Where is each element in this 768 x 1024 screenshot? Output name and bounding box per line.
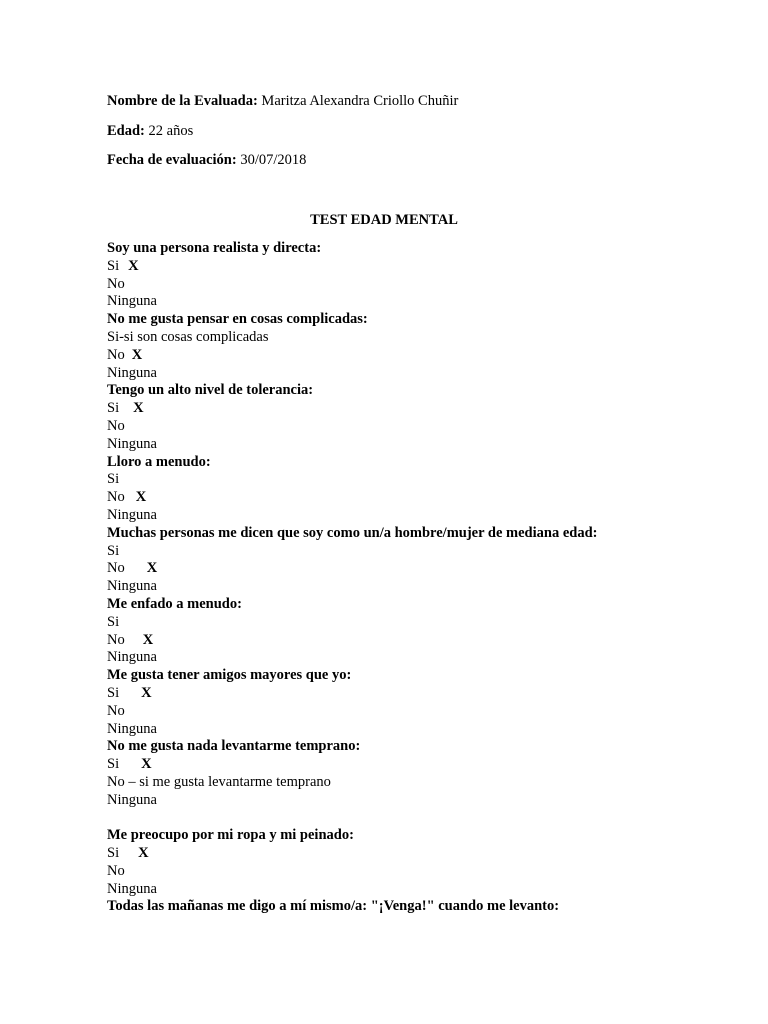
option-ninguna: Ninguna [107, 791, 157, 808]
option-label: Si [107, 257, 120, 274]
option-no: No [107, 862, 125, 879]
answer-mark: X [141, 684, 152, 701]
question-block [107, 898, 747, 916]
option-ninguna: Ninguna [107, 506, 157, 523]
option-label: Si [107, 400, 120, 417]
option-ninguna: Ninguna [107, 720, 157, 737]
evaluee-name-label: Nombre de la Evaluada: [107, 93, 258, 109]
answer-mark: X [133, 400, 144, 417]
question-text: Soy una persona realista y directa: [107, 240, 322, 256]
answer-mark: X [128, 257, 139, 274]
question-text: Me gusta tener amigos mayores que yo: [107, 667, 352, 684]
question-text: Tengo un alto nivel de tolerancia: [107, 382, 314, 399]
option-label: No [107, 346, 125, 363]
answer-mark: X [138, 845, 149, 862]
answer-mark: X [142, 631, 154, 648]
answer-mark: X [135, 489, 147, 506]
option-ninguna: Ninguna [107, 578, 157, 595]
evaluation-date-label: Fecha de evaluación: [107, 152, 237, 168]
age-value: 22 años [144, 123, 194, 139]
evaluation-date-value: 30/07/2018 [236, 152, 307, 168]
option-si: Si-si son cosas complicadas [107, 328, 269, 345]
option-si: Si [107, 471, 120, 488]
answer-mark: X [131, 346, 143, 363]
option-ninguna: Ninguna [107, 293, 157, 310]
question-block [107, 738, 747, 809]
question-block [107, 827, 747, 898]
evaluee-name-line [107, 92, 458, 110]
option-ninguna: Ninguna [107, 880, 157, 897]
option-label: No [107, 560, 125, 577]
option-no: No [107, 417, 125, 434]
answer-mark: X [146, 560, 158, 577]
option-si [107, 756, 747, 774]
option-no: No – si me gusta levantarme temprano [107, 773, 331, 790]
question-text: Me preocupo por mi ropa y mi peinado: [107, 827, 354, 844]
option-ninguna: Ninguna [107, 435, 157, 452]
option-si: Si [107, 542, 120, 559]
question-text: Todas las mañanas me digo a mí mismo/a: "¡Venga!" cuando me levanto: [107, 898, 560, 915]
option-label: Si [107, 684, 120, 701]
question-text: No me gusta pensar en cosas complicadas: [107, 311, 368, 328]
question-block [107, 454, 747, 525]
option-label: No [107, 489, 125, 506]
question-text: No me gusta nada levantarme temprano: [107, 738, 361, 755]
option-label: Si [107, 756, 120, 773]
option-ninguna: Ninguna [107, 649, 157, 666]
option-label: Si [107, 845, 120, 862]
evaluation-date-line [107, 151, 306, 169]
question-block [107, 596, 747, 667]
question-block [107, 382, 747, 453]
age-line [107, 122, 193, 140]
age-label: Edad: [107, 123, 145, 139]
option-no: No [107, 275, 125, 292]
question-block [107, 240, 747, 311]
question-text: Me enfado a menudo: [107, 595, 242, 612]
question-text: Lloro a menudo: [107, 453, 211, 470]
question-block [107, 667, 747, 738]
option-no: No [107, 702, 125, 719]
test-title: TEST EDAD MENTAL [310, 212, 458, 228]
question-text: Muchas personas me dicen que soy como un/a hombre/mujer de mediana edad: [107, 524, 598, 541]
blank-line [107, 810, 747, 828]
option-si [107, 400, 747, 418]
option-label: No [107, 631, 125, 648]
option-no [107, 632, 747, 650]
questionnaire [107, 240, 747, 916]
answer-mark: X [141, 756, 152, 773]
option-no [107, 560, 747, 578]
option-no [107, 489, 747, 507]
option-si [107, 685, 747, 703]
option-ninguna: Ninguna [107, 364, 157, 381]
question-block [107, 311, 747, 382]
question-block [107, 525, 747, 596]
option-no [107, 347, 747, 365]
evaluee-name-value: Maritza Alexandra Criollo Chuñir [257, 93, 459, 109]
option-si [107, 258, 747, 276]
option-si [107, 845, 747, 863]
option-si: Si [107, 613, 120, 630]
